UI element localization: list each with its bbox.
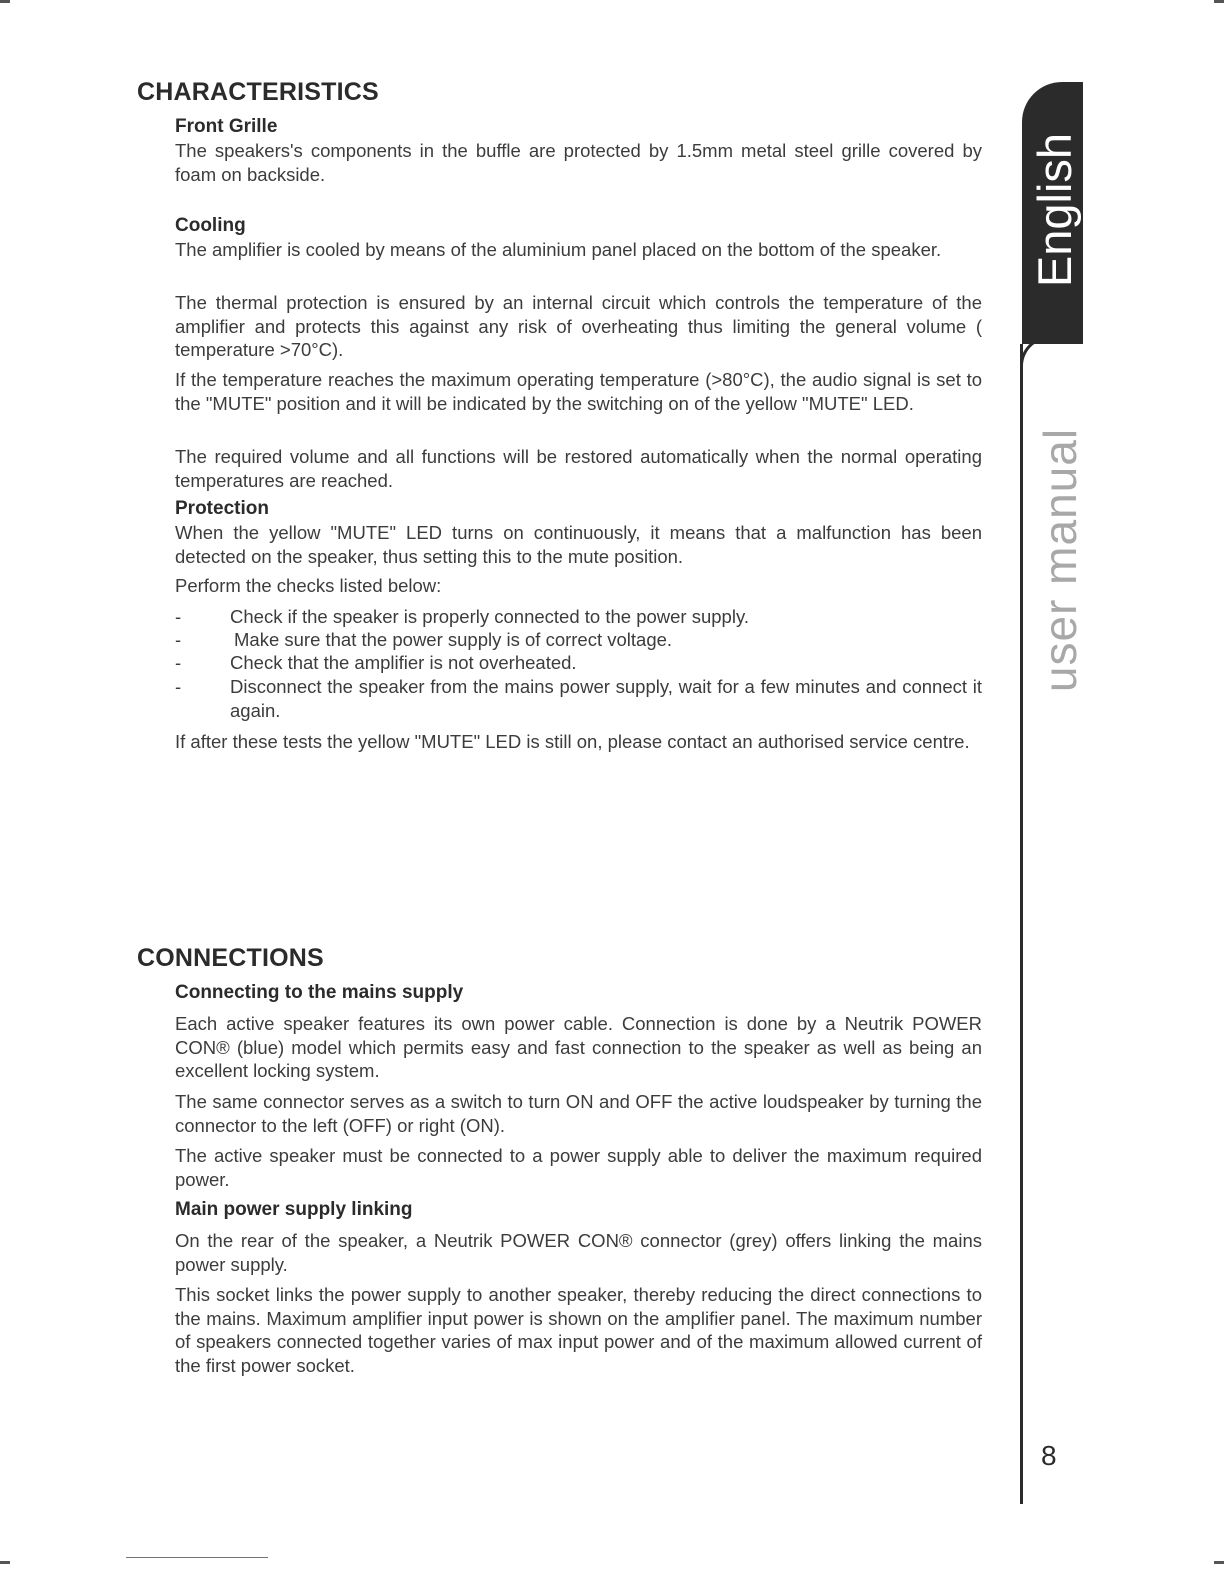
list-item (175, 628, 982, 652)
list-item (175, 605, 982, 629)
list-item-text: Check that the amplifier is not overheated. (230, 652, 577, 673)
paragraph-linking-2: This socket links the power supply to another speaker, thereby reducing the direct connections to the mains. Maximum amplifier input power is shown on the amplifier panel. The maximum number of speakers connected together varies of max input power and of the maximum allowed current of the first power socket. (175, 1284, 982, 1376)
paragraph-protection-1: When the yellow "MUTE" LED turns on continuously, it means that a malfunction has been detected on the speaker, thus setting this to the mute position. (175, 522, 982, 567)
corner-mark (1214, 0, 1224, 3)
paragraph-cooling-4: The required volume and all functions will be restored automatically when the normal operating temperatures are reached. (175, 446, 982, 491)
section-title-connections: CONNECTIONS (137, 944, 324, 972)
paragraph-protection-3: If after these tests the yellow "MUTE" LED is still on, please contact an authorised service centre. (175, 731, 970, 752)
section-title-characteristics: CHARACTERISTICS (137, 78, 379, 106)
paragraph-front-grille: The speakers's components in the buffle are protected by 1.5mm metal steel grille covered by foam on backside. (175, 140, 982, 185)
list-item-text: Make sure that the power supply is of correct voltage. (234, 629, 673, 650)
paragraph-linking-1: On the rear of the speaker, a Neutrik POWER CON® connector (grey) offers linking the mains power supply. (175, 1230, 982, 1275)
list-item-text: Disconnect the speaker from the mains power supply, wait for a few minutes and connect it again. (230, 676, 982, 721)
paragraph-cooling-2: The thermal protection is ensured by an internal circuit which controls the temperature of the amplifier and protects this against any risk of overheating thus limiting the general volume ( temperature >70°C). (175, 292, 982, 360)
footnote-rule (126, 1557, 268, 1558)
paragraph-mains-1: Each active speaker features its own power cable. Connection is done by a Neutrik POWER CON® (blue) model which permits easy and fast connection to the speaker as well as being an excellent locking system. (175, 1013, 982, 1081)
bullet-dash: - (175, 606, 182, 627)
margin-rule (1020, 344, 1023, 1504)
language-label: English (1028, 132, 1081, 288)
paragraph-mains-3: The active speaker must be connected to a power supply able to deliver the maximum required power. (175, 1145, 982, 1190)
corner-mark (0, 1561, 10, 1564)
bullet-dash: - (175, 629, 182, 650)
list-item (175, 651, 982, 675)
heading-protection: Protection (175, 498, 269, 519)
paragraph-cooling-1: The amplifier is cooled by means of the aluminium panel placed on the bottom of the speaker. (175, 239, 942, 260)
list-item-text: Check if the speaker is properly connected to the power supply. (230, 606, 749, 627)
heading-power-linking: Main power supply linking (175, 1199, 413, 1220)
corner-mark (0, 0, 10, 3)
paragraph-protection-2: Perform the checks listed below: (175, 575, 442, 596)
bullet-dash: - (175, 652, 182, 673)
bullet-dash: - (175, 676, 182, 697)
paragraph-cooling-3: If the temperature reaches the maximum operating temperature (>80°C), the audio signal is set to the "MUTE" position and it will be indicated by the switching on of the yellow "MUTE" LED. (175, 369, 982, 414)
heading-front-grille: Front Grille (175, 116, 278, 137)
page-number: 8 (1041, 1440, 1057, 1471)
corner-mark (1214, 1561, 1224, 1564)
user-manual-label: user manual (1034, 427, 1086, 693)
list-item (175, 675, 982, 722)
heading-cooling: Cooling (175, 215, 246, 236)
paragraph-mains-2: The same connector serves as a switch to turn ON and OFF the active loudspeaker by turning the connector to the left (OFF) or right (ON). (175, 1091, 982, 1136)
heading-mains-supply: Connecting to the mains supply (175, 982, 464, 1003)
